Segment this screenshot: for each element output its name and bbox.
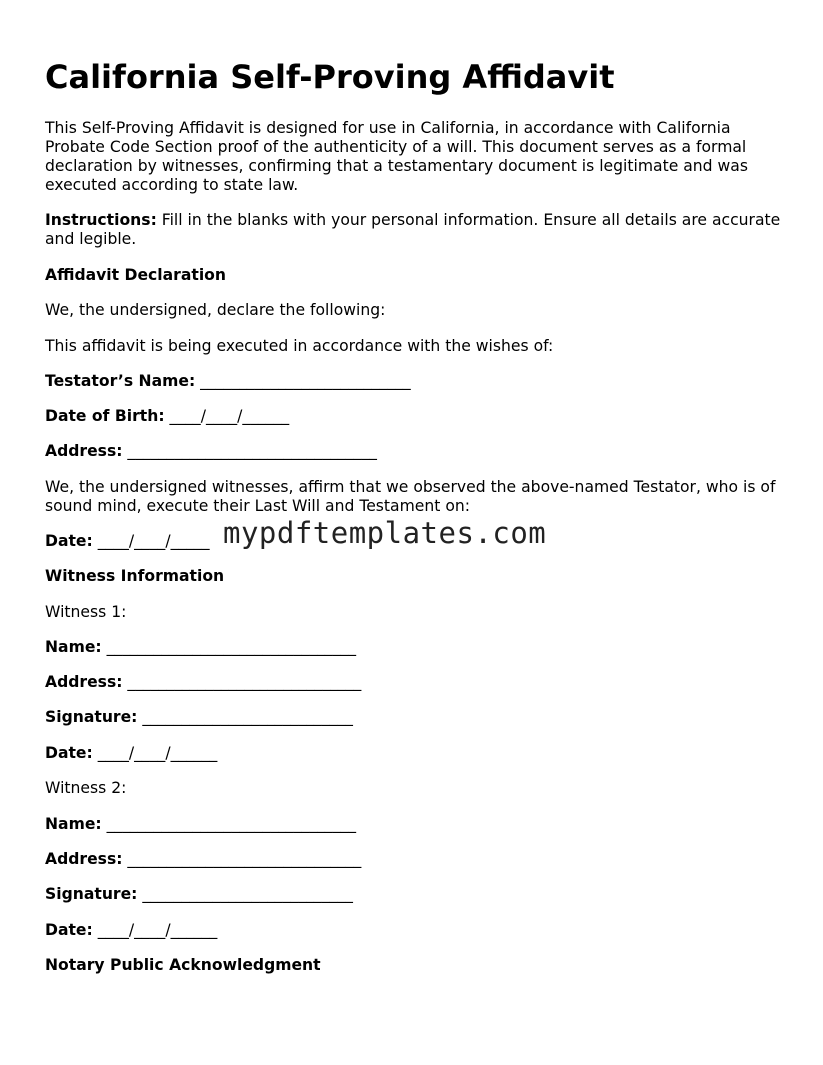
executed-line: This affidavit is being executed in accordance with the wishes of: [45,337,554,355]
witness-1-date-field[interactable] [45,744,217,763]
testator-name-label: Testator’s Name: [45,372,196,390]
execution-date-label: Date: [45,532,93,550]
watermark: mypdftemplates.com [223,516,547,550]
witness-1-date-blank[interactable]: ____/____/______ [92,744,218,762]
witness-2-address-field[interactable] [45,850,361,869]
execution-date-blank[interactable]: ____/____/_____ [92,532,210,550]
witness-2-label: Witness 2: [45,779,127,797]
testator-address-label: Address: [45,442,123,460]
instructions-paragraph [45,211,785,249]
witness-2-address-label: Address: [45,850,123,868]
declare-line: We, the undersigned, declare the following: [45,301,386,319]
witness-1-name-field[interactable] [45,638,356,657]
intro-paragraph: This Self-Proving Affidavit is designed for use in California, in accordance with California Probate Code Section proof of the authenticity of a will. This document serves as a formal declaration by witnesses, confirming that a testamentary document is legitimate and was executed according to state law. [45,119,748,194]
witness-1-signature-label: Signature: [45,708,138,726]
witness-1-date-label: Date: [45,744,93,762]
notary-heading: Notary Public Acknowledgment [45,956,321,974]
testator-address-blank[interactable]: ________________________________ [122,442,377,460]
witness-1-signature-blank[interactable]: ___________________________ [137,708,353,726]
testator-dob-blank[interactable]: ____/____/______ [164,407,290,425]
witness-2-date-field[interactable] [45,921,217,940]
testator-name-blank[interactable]: ___________________________ [195,372,411,390]
witness-1-address-label: Address: [45,673,123,691]
testator-address-field[interactable] [45,442,377,461]
testator-name-field[interactable] [45,372,411,391]
document-title: California Self-Proving Affidavit [45,58,615,96]
witness-2-address-blank[interactable]: ______________________________ [122,850,362,868]
affirm-paragraph: We, the undersigned witnesses, affirm that we observed the above-named Testator, who is of sound mind, execute their Last Will and Testament on: [45,478,776,515]
witness-2-name-field[interactable] [45,815,356,834]
witness-2-signature-label: Signature: [45,885,138,903]
testator-dob-label: Date of Birth: [45,407,165,425]
witness-1-label: Witness 1: [45,603,127,621]
witness-1-address-field[interactable] [45,673,361,692]
witness-2-name-blank[interactable]: ________________________________ [101,815,357,833]
witness-2-date-blank[interactable]: ____/____/______ [92,921,218,939]
witness-1-name-label: Name: [45,638,102,656]
testator-dob-field[interactable] [45,407,289,426]
witness-2-name-label: Name: [45,815,102,833]
execution-date-field[interactable] [45,532,210,551]
witness-2-signature-field[interactable] [45,885,353,904]
instructions-text: Fill in the blanks with your personal information. Ensure all details are accurate and legible. [45,211,781,248]
witness-2-date-label: Date: [45,921,93,939]
declaration-heading: Affidavit Declaration [45,266,226,284]
witness-heading: Witness Information [45,567,225,585]
instructions-label: Instructions: [45,211,157,229]
witness-1-address-blank[interactable]: ______________________________ [122,673,362,691]
witness-1-signature-field[interactable] [45,708,353,727]
witness-1-name-blank[interactable]: ________________________________ [101,638,357,656]
witness-2-signature-blank[interactable]: ___________________________ [137,885,353,903]
